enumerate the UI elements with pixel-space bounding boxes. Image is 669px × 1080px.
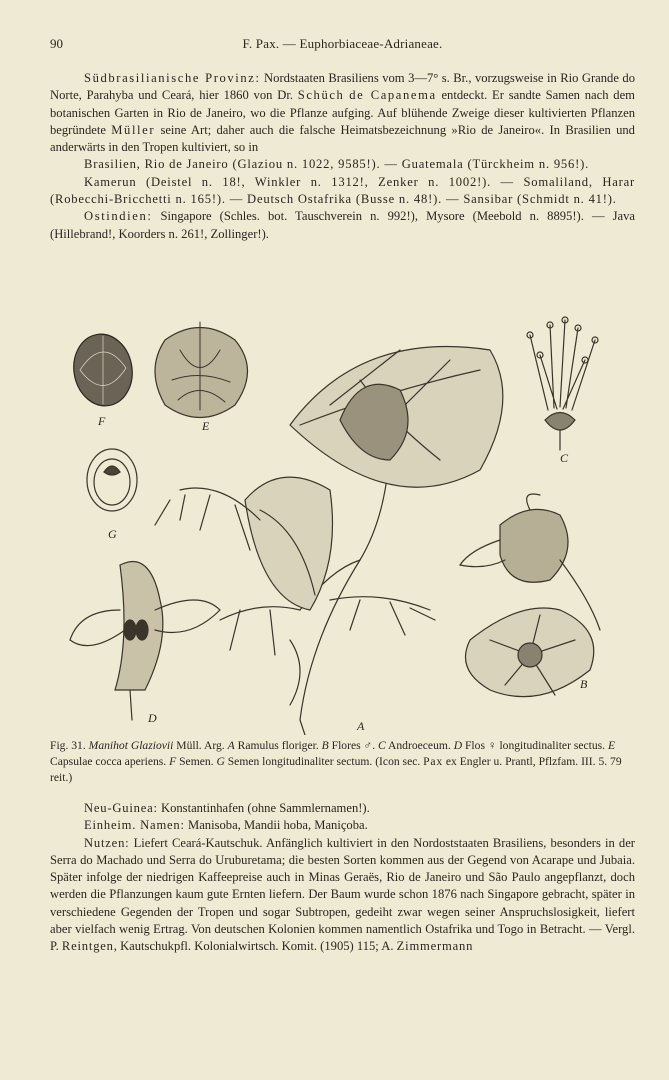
running-head: F. Pax. — Euphorbiaceae-Adrianeae. (242, 36, 443, 51)
paragraph-province: Südbrasilianische Provinz: Nordstaaten Brasiliens vom 3—7° s. Br., vorzugsweise in Rio Grande do Norte, Parahyba und Ceará, hier 1860 von Dr. Schüch de Capanema entdeckt. Er sandte Samen nach dem botanischen Garten in Rio de Janeiro, wo die Pflanze aufging. Auf blühende Zweige dieser kultivierten Pflanzen begründete Müller seine Art; daher auch die falsche Heimatsbezeichnung »Rio de Janeiro«. In Brasilien und anderwärts in den Tropen kultiviert, so in (50, 71, 636, 155)
seed-drawing-f (68, 330, 138, 411)
author-name: Müller (111, 122, 156, 137)
figure-label-f: F (98, 414, 106, 428)
flower-section-drawing-d (70, 562, 220, 720)
figure-label-a: A (357, 719, 365, 733)
collector-name: de Capanema (349, 88, 437, 103)
locality-line: Ostindien: Singapore (Schles. bot. Tauschverein n. 992!), Mysore (Meebold n. 8895!). — Java (Hillebrand!, Koorders n. 261!, Zollinger!). (50, 209, 635, 241)
paragraph-native-names: Einheim. Namen: Manisoba, Mandii hoba, Maniçoba. (84, 818, 368, 833)
flowers-drawing-b (460, 494, 600, 697)
botanical-figure (60, 310, 620, 735)
figure-label-c: C (560, 451, 569, 465)
bottom-paragraphs (50, 800, 635, 956)
figure-label-g: G (108, 527, 117, 541)
androeceum-drawing-c (527, 317, 598, 450)
page-number: 90 (50, 36, 63, 51)
figure-label-b: B (580, 677, 588, 691)
locality-line: Brasilien, Rio de Janeiro (Glaziou n. 1022, 9585!). — Guatemala (Türckheim n. 956!). (84, 157, 590, 172)
figure-label-d: D (148, 711, 157, 725)
top-paragraph (50, 70, 635, 243)
plant-illustration (60, 310, 620, 735)
seed-section-drawing-g (87, 449, 137, 511)
species-name: Manihot Glaziovii (88, 739, 174, 752)
locality-line: Kamerun (Deistel n. 18!, Winkler n. 1312!, Zenker n. 1002!). — Somaliland, Harar (Robecchi-Bricchetti n. 165!). — Deutsch Ostafrika (Busse n. 48!). — Sansibar (Schmidt n. 41!). (50, 174, 635, 207)
collector-name: Schüch (297, 88, 345, 103)
figure-caption: Fig. 31. Manihot Glaziovii Müll. Arg. A Ramulus floriger. B Flores ♂. C Androeceum. D Flos ♀ longitudinaliter sectus. E Capsulae cocca aperiens. F Semen. G Semen longitudinaliter sectum. (Icon sec. Pax ex Engler u. Prantl, Pflzfam. III. 5. 79 reit.) (50, 739, 622, 784)
figure-label-e: E (202, 419, 210, 433)
paragraph-new-guinea: Neu-Guinea: Konstantinhafen (ohne Sammlernamen!). (84, 801, 370, 815)
capsule-drawing-e (155, 322, 248, 418)
region-name: Südbrasilianische Provinz: (84, 71, 261, 85)
page-header (50, 36, 635, 54)
paragraph-uses: Nutzen: Liefert Ceará-Kautschuk. Anfänglich kultiviert in den Nordoststaaten Brasiliens, besonders in der Serra do Machado und Serra do Uruburetama; die besten Sorten kommen aus der Gegend von Acarape und Jubaia. Später infolge der niedrigen Kaffeepreise auch in Minas Geraës, Rio de Janeiro und São Paulo angepflanzt, doch werden die Pflanzungen kaum gute Ernten liefern. Der Baum wurde schon 1876 nach Singapore gebracht, später in verschiedene Gegenden der Tropen und sogar Subtropen, gedeiht zwar wegen seiner Anspruchslosigkeit, liefert aber vielfach wenig Ertrag. Von deutschen Kolonien kommen namentlich Ostafrika und Togo in Betracht. — Vergl. P. Reintgen, Kautschukpfl. Kolonialwirtsch. Komit. (1905) 115; A. Zimmermann (50, 835, 635, 954)
